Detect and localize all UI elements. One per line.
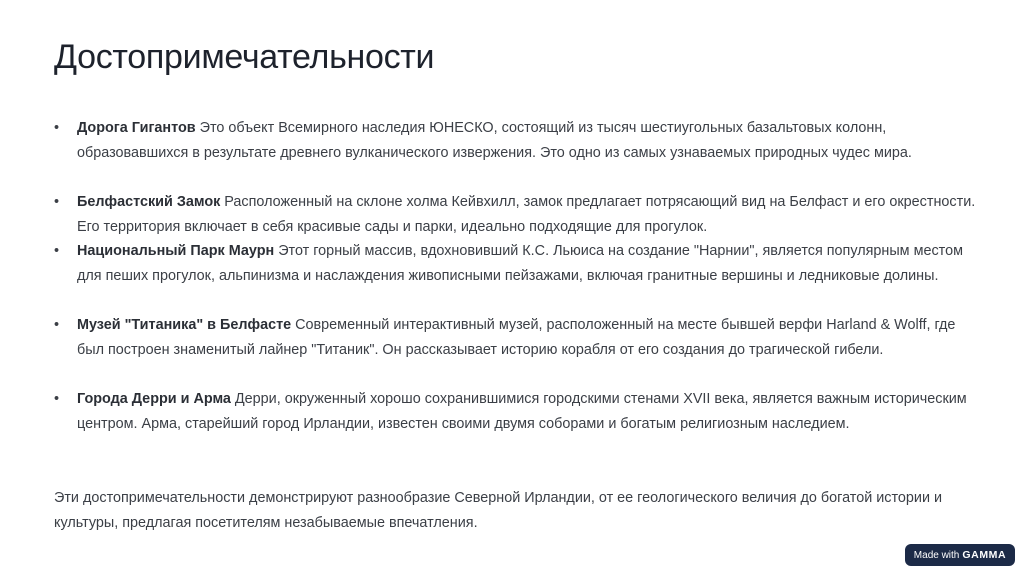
- item-heading: Дорога Гигантов: [77, 120, 196, 136]
- bullet-marker: •: [54, 194, 60, 210]
- item-text: Это объект Всемирного наследия ЮНЕСКО, состоящий из тысяч шестиугольных базальтовых колонн, образовавшихся в результате древнего вулканического извержения. Это одно из самых узнаваемых природных чудес мира.: [77, 120, 912, 161]
- item-text: Дерри, окруженный хорошо сохранившимися городскими стенами XVII века, является важным историческим центром. Арма, старейший город Ирландии, известен своими двумя соборами и богатым религиозным наследием.: [77, 391, 967, 432]
- item-text: Этот горный массив, вдохновивший К.С. Льюиса на создание "Нарнии", является популярным местом для пеших прогулок, альпинизма и наслаждения живописными пейзажами, включая гранитные вершины и ледниковые долины.: [77, 243, 963, 284]
- item-text: Современный интерактивный музей, расположенный на месте бывшей верфи Harland & Wolff, где был построен знаменитый лайнер "Титаник". Он рассказывает историю корабля от его создания до трагической гибели.: [77, 317, 956, 358]
- page-title: Достопримечательности: [54, 38, 435, 76]
- item-heading: Национальный Парк Маурн: [77, 243, 275, 259]
- badge-prefix: Made with: [913, 549, 960, 561]
- bullet-marker: •: [54, 391, 60, 407]
- summary-paragraph: Эти достопримечательности демонстрируют разнообразие Северной Ирландии, от ее геологического величия до богатой истории и культуры, предлагая посетителям незабываемые впечатления.: [54, 490, 943, 531]
- list-item-giants-causeway: [54, 116, 984, 165]
- bullet-marker: •: [54, 120, 60, 136]
- item-heading: Города Дерри и Арма: [77, 391, 231, 407]
- gamma-logo: GAMMA: [962, 549, 1007, 561]
- attractions-list: [54, 116, 984, 436]
- list-item-mourne-park: [54, 239, 984, 288]
- item-heading: Музей "Титаника" в Белфасте: [77, 317, 292, 333]
- made-with-gamma-badge[interactable]: [905, 544, 1015, 566]
- bullet-marker: •: [54, 317, 60, 333]
- bullet-marker: •: [54, 243, 60, 259]
- list-item-belfast-castle: [54, 190, 984, 239]
- item-text: Расположенный на склоне холма Кейвхилл, замок предлагает потрясающий вид на Белфаст и его окрестности. Его территория включает в себя красивые сады и парки, идеально подходящие для прогулок.: [77, 194, 976, 235]
- item-heading: Белфастский Замок: [77, 194, 221, 210]
- list-item-derry-armagh: [54, 387, 984, 436]
- list-item-titanic-museum: [54, 313, 984, 362]
